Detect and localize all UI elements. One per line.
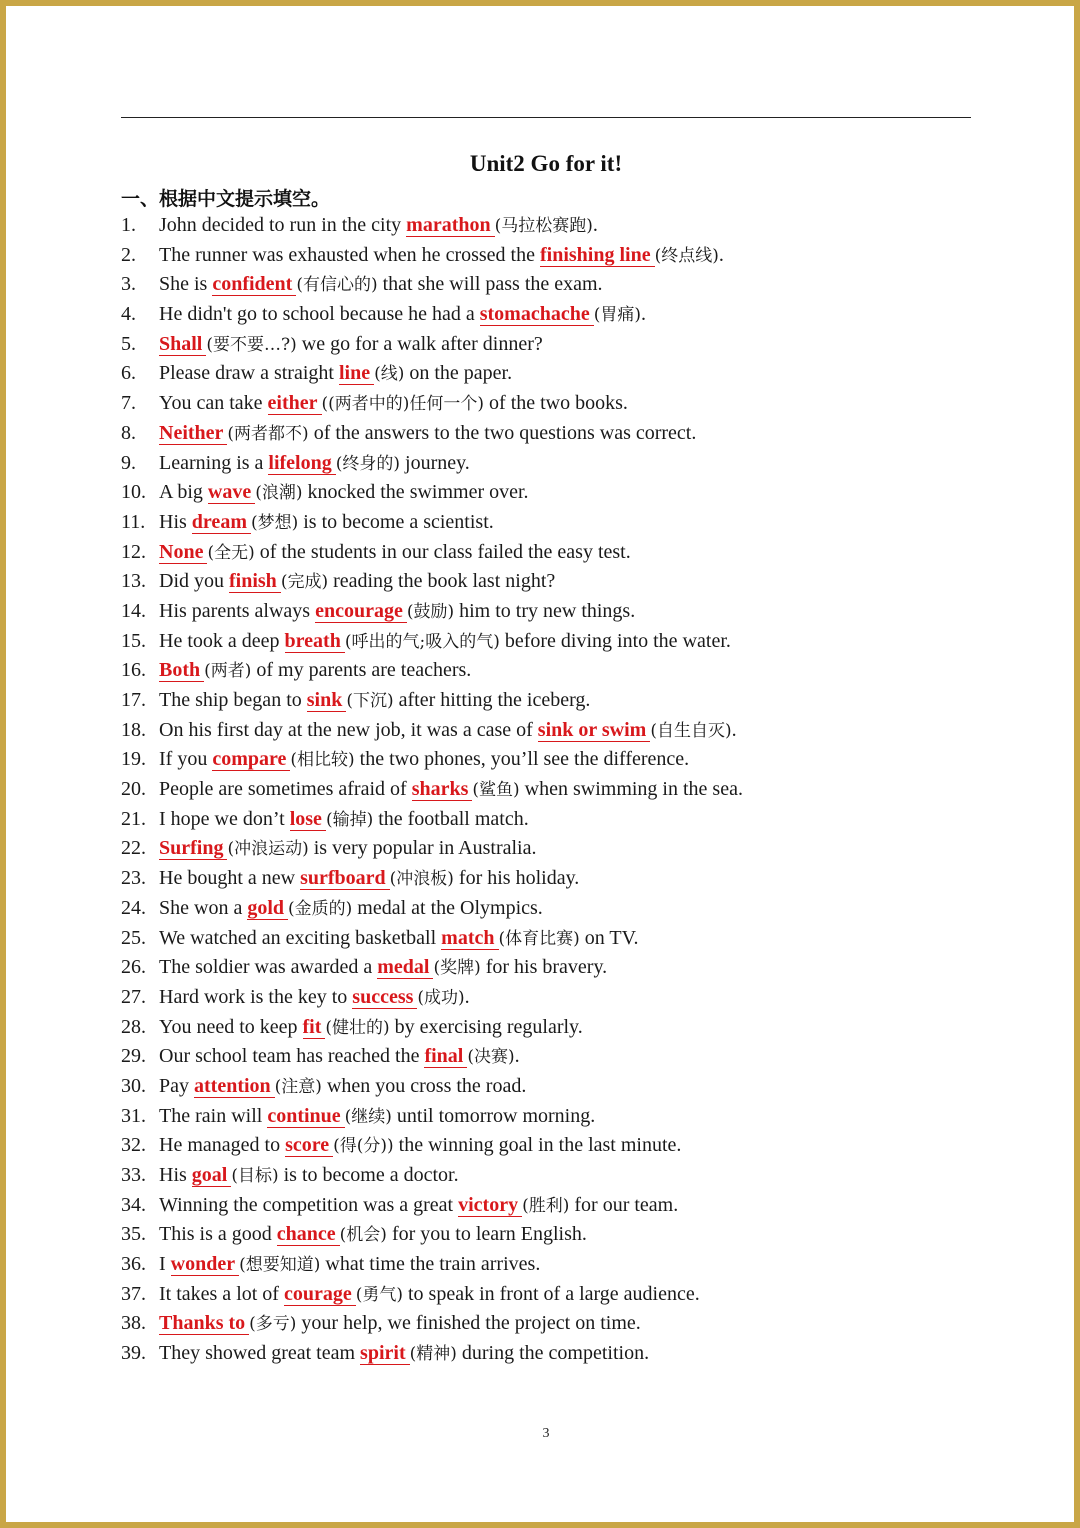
answer-word: goal [192,1164,232,1187]
chinese-hint: (健壮的) [325,1017,390,1038]
sentence-text-after: after hitting the iceberg. [393,689,591,711]
exercise-number: 22. [121,837,146,860]
answer-word: Surfing [159,837,227,860]
sentence-text-before: Please draw a straight [159,362,339,385]
exercise-item [121,924,1021,954]
exercise-item [121,538,1021,568]
chinese-hint: (鼓励) [406,601,455,622]
chinese-hint: (体育比赛) [498,928,580,949]
exercise-number: 15. [121,629,146,652]
sentence-text-after: on TV. [579,926,639,949]
exercise-number: 3. [121,273,136,296]
exercise-number: 6. [121,362,136,385]
answer-word: Shall [159,333,206,356]
sentence-text-before: The soldier was awarded a [159,956,378,979]
sentence-text-before: If you [159,748,213,771]
chinese-hint: (想要知道) [239,1255,321,1276]
header-rule [121,117,971,118]
sentence-text-after: for you to learn English. [386,1223,587,1246]
answer-word: Both [159,659,204,682]
exercise-number: 28. [121,1015,146,1038]
exercise-item [121,330,1021,360]
exercise-item [121,745,1021,775]
sentence-text-after: the two phones, you’ll see the difference. [354,748,690,771]
answer-word: wave [208,481,255,504]
sentence-text-after: . [731,718,737,741]
chinese-hint: (线) [374,364,405,385]
answer-word: fit [303,1016,326,1039]
exercise-item [121,1042,1021,1072]
exercise-number: 11. [121,510,146,533]
chinese-hint: (成功) [417,987,465,1008]
sentence-text-after: is very popular in Australia. [308,837,537,860]
exercise-number: 26. [121,956,146,979]
chinese-hint: (相比较) [290,750,355,771]
answer-word: sharks [412,778,473,801]
chinese-hint: (得(分)) [333,1136,394,1157]
exercise-item [121,419,1021,449]
answer-word: stomachache [480,303,594,326]
answer-word: lifelong [268,452,335,475]
answer-word: courage [284,1283,356,1306]
sentence-text-after: knocked the swimmer over. [302,481,529,504]
exercise-item [121,597,1021,627]
exercise-item [121,1309,1021,1339]
answer-word: chance [277,1223,340,1246]
sentence-text-before: He bought a new [159,867,301,890]
sentence-text-after: for his holiday. [453,867,580,890]
sentence-text-after: for his bravery. [480,956,608,979]
exercise-number: 1. [121,214,136,236]
exercise-number: 35. [121,1223,146,1246]
sentence-text-before: I hope we don’t [159,807,290,830]
sentence-text-after: to speak in front of a large audience. [403,1282,700,1305]
chinese-hint: (终点线) [654,245,719,266]
answer-word: surfboard [300,867,390,890]
exercise-number: 19. [121,748,146,771]
chinese-hint: (输掉) [325,809,374,830]
exercise-number: 16. [121,659,146,682]
sentence-text-before: Winning the competition was a great [159,1193,459,1216]
chinese-hint: (胃痛) [593,305,641,326]
answer-word: finish [229,570,281,593]
exercise-number: 10. [121,481,146,504]
chinese-hint: (冲浪运动) [227,839,309,860]
exercise-item [121,1191,1021,1221]
exercise-number: 12. [121,540,146,563]
answer-word: lose [290,808,326,831]
exercise-item [121,1102,1021,1132]
answer-word: success [352,986,417,1009]
exercise-item [121,627,1021,657]
chinese-hint: (冲浪板) [389,869,454,890]
exercise-number: 4. [121,303,136,326]
chinese-hint: (下沉) [346,691,394,711]
answer-word: dream [192,511,251,534]
sentence-text-after: of the students in our class failed the easy test. [254,540,631,563]
sentence-text-before: She won a [159,896,248,919]
exercise-item [121,389,1021,419]
exercise-number: 17. [121,689,146,711]
sentence-text-before: The ship began to [159,689,307,711]
answer-word: continue [267,1105,344,1128]
sentence-text-after: that she will pass the exam. [377,273,603,296]
answer-word: Thanks to [159,1312,249,1335]
answer-word: score [285,1134,333,1157]
exercise-number: 33. [121,1164,146,1186]
answer-word: marathon [406,214,494,237]
chinese-hint: (终身的) [335,453,401,474]
answer-word: None [159,541,207,564]
exercise-item [121,1013,1021,1043]
exercise-number: 7. [121,392,136,415]
exercise-number: 25. [121,926,146,949]
answer-word: breath [285,630,345,653]
sentence-text-before: On his first day at the new job, it was a case of [159,718,538,741]
sentence-text-after: . [514,1045,520,1068]
sentence-text-before: John decided to run in the city [159,214,407,236]
sentence-text-after: until tomorrow morning. [391,1104,596,1127]
exercise-item [121,656,1021,686]
exercise-item [121,449,1021,479]
exercise-item [121,1131,1021,1161]
sentence-text-before: You can take [159,392,268,415]
exercise-item [121,478,1021,508]
exercise-item [121,775,1021,805]
answer-word: compare [212,748,290,771]
exercise-number: 23. [121,867,146,890]
chinese-hint: (两者都不) [227,423,309,444]
sentence-text-after: . [464,985,470,1008]
chinese-hint: (目标) [231,1166,279,1186]
sentence-text-before: His parents always [159,599,316,622]
sentence-text-after: reading the book last night? [328,570,556,593]
chinese-hint: (马拉松赛跑) [494,216,593,236]
exercise-item [121,241,1021,271]
exercise-item [121,359,1021,389]
exercise-item [121,508,1021,538]
sentence-text-after: on the paper. [404,362,513,385]
exercise-item [121,716,1021,746]
page-title: Unit2 Go for it! [469,151,623,176]
sentence-text-before: We watched an exciting basketball [159,926,442,949]
sentence-text-after: what time the train arrives. [320,1253,541,1276]
chinese-hint: (全无) [207,542,255,563]
sentence-text-before: You need to keep [159,1015,303,1038]
sentence-text-after: for our team. [569,1193,679,1216]
chinese-hint: (继续) [344,1106,392,1127]
sentence-text-after: of the answers to the two questions was correct. [308,421,697,444]
answer-word: spirit [360,1342,410,1365]
answer-word: attention [194,1075,275,1098]
exercise-item [121,1339,1021,1369]
exercise-number: 32. [121,1134,146,1157]
exercise-number: 20. [121,778,146,801]
answer-word: line [339,362,374,385]
sentence-text-after: journey. [400,451,470,474]
answer-word: encourage [315,600,407,623]
exercise-number: 30. [121,1074,146,1097]
exercise-number: 31. [121,1104,146,1127]
sentence-text-before: He didn't go to school because he had a [159,303,480,326]
exercise-number: 14. [121,599,146,622]
answer-word: sink [307,689,347,712]
exercise-number: 38. [121,1312,146,1335]
exercise-number: 37. [121,1282,146,1305]
sentence-text-before: People are sometimes afraid of [159,778,412,801]
exercise-item [121,953,1021,983]
chinese-hint: (多亏) [249,1314,297,1335]
exercise-number: 24. [121,896,146,919]
chinese-hint: (完成) [280,572,329,593]
chinese-hint: (鲨鱼) [472,780,520,801]
exercise-number: 39. [121,1342,146,1365]
sentence-text-before: It takes a lot of [159,1282,284,1305]
exercise-item [121,300,1021,330]
exercise-item [121,567,1021,597]
sentence-text-after: . [718,243,724,266]
answer-word: sink or swim [538,719,651,742]
answer-word: medal [377,956,433,979]
sentence-text-after: medal at the Olympics. [352,896,543,919]
chinese-hint: (自生自灭) [650,720,732,741]
exercise-item [121,834,1021,864]
answer-word: wonder [171,1253,239,1276]
exercise-item [121,894,1021,924]
exercise-item [121,864,1021,894]
chinese-hint: (有信心的) [296,275,378,296]
answer-word: either [268,392,322,415]
sentence-text-before: Our school team has reached the [159,1045,425,1068]
exercise-item [121,805,1021,835]
exercise-item [121,1250,1021,1280]
sentence-text-after: is to become a scientist. [298,510,494,533]
sentence-text-before: He took a deep [159,629,285,652]
chinese-hint: (勇气) [355,1284,403,1305]
exercise-number: 5. [121,332,136,355]
answer-word: victory [458,1194,522,1217]
sentence-text-after: we go for a walk after dinner? [296,332,543,355]
answer-word: Neither [159,422,227,445]
answer-word: final [424,1045,467,1068]
sentence-text-after: during the competition. [456,1342,650,1365]
exercise-item [121,211,1021,241]
sentence-text-before: A big [159,481,208,504]
exercise-number: 27. [121,985,146,1008]
sentence-text-before: His [159,1164,192,1186]
exercise-number: 18. [121,718,146,741]
sentence-text-after: when swimming in the sea. [519,778,743,801]
sentence-text-before: They showed great team [159,1342,361,1365]
sentence-text-after: the winning goal in the last minute. [393,1134,682,1157]
sentence-text-before: The runner was exhausted when he crossed the [159,243,540,266]
exercise-number: 9. [121,451,136,474]
exercise-list [121,211,1021,1369]
sentence-text-before: I [159,1253,171,1276]
answer-word: match [441,927,498,950]
answer-word: confident [212,273,296,296]
sentence-text-after: when you cross the road. [321,1074,527,1097]
chinese-hint: (奖牌) [433,958,481,979]
exercise-number: 29. [121,1045,146,1068]
answer-word: finishing line [540,244,655,267]
sentence-text-before: Did you [159,570,229,593]
exercise-number: 21. [121,807,146,830]
chinese-hint: (金质的) [288,898,353,919]
exercise-number: 2. [121,243,136,266]
sentence-text-before: Pay [159,1074,194,1097]
exercise-item [121,270,1021,300]
answer-word: gold [247,897,288,920]
chinese-hint: (注意) [274,1076,322,1097]
exercise-item [121,1072,1021,1102]
exercise-number: 34. [121,1193,146,1216]
sentence-text-before: He managed to [159,1134,286,1157]
sentence-text-before: His [159,510,192,533]
sentence-text-after: the football match. [373,807,529,830]
chinese-hint: (决赛) [467,1047,515,1068]
sentence-text-after: . [592,214,598,236]
sentence-text-before: Hard work is the key to [159,985,353,1008]
sentence-text-before: Learning is a [159,451,269,474]
exercise-item [121,686,1021,716]
chinese-hint: (两者) [204,661,252,682]
chinese-hint: (胜利) [522,1195,570,1216]
sentence-text-after: before diving into the water. [499,629,731,652]
sentence-text-after: of the two books. [484,392,628,415]
chinese-hint: (要不要…?) [206,334,297,355]
exercise-number: 8. [121,421,136,444]
sentence-text-after: your help, we finished the project on time. [296,1312,641,1335]
exercise-item [121,983,1021,1013]
exercise-number: 36. [121,1253,146,1276]
chinese-hint: (浪潮) [255,483,303,504]
sentence-text-before: She is [159,273,213,296]
section-heading: 一、根据中文提示填空。 [121,188,331,210]
chinese-hint: (呼出的气;吸入的气) [344,631,500,652]
exercise-number: 13. [121,570,146,593]
sentence-text-before: This is a good [159,1223,277,1246]
exercise-item [121,1220,1021,1250]
sentence-text-after: him to try new things. [454,599,636,622]
chinese-hint: (精神) [409,1344,457,1365]
page-number: 3 [542,1426,550,1441]
sentence-text-after: is to become a doctor. [278,1164,459,1186]
sentence-text-after: . [640,303,646,326]
chinese-hint: (梦想) [250,512,299,533]
exercise-item [121,1161,1021,1191]
sentence-text-after: by exercising regularly. [389,1015,583,1038]
sentence-text-after: of my parents are teachers. [251,659,472,682]
exercise-item [121,1280,1021,1310]
chinese-hint: ((两者中的)任何一个) [321,394,485,415]
sentence-text-before: The rain will [159,1104,268,1127]
chinese-hint: (机会) [339,1225,387,1246]
